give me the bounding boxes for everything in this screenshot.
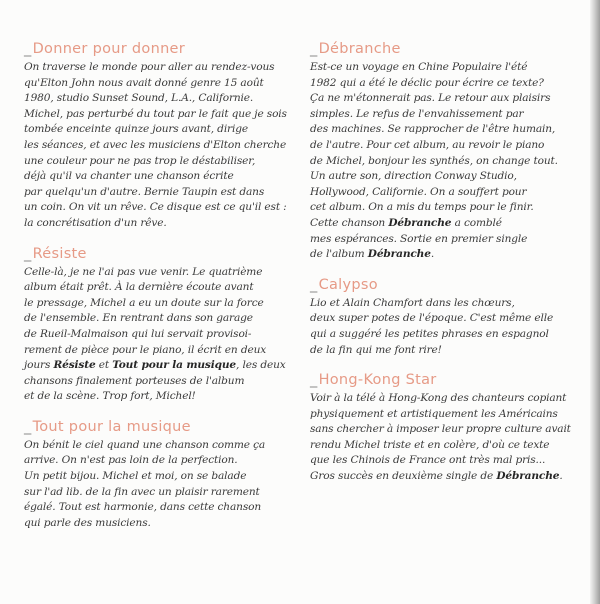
underscore-mark: _ (310, 276, 318, 293)
text-line: Voir à la télé à Hong-Kong des chanteurs copiant (310, 392, 567, 405)
page-edge-shadow (590, 0, 600, 604)
text-line: Est-ce un voyage en Chine Populaire l'été (310, 61, 528, 73)
text-line: et de la scène. Trop fort, Michel! (24, 390, 196, 403)
text-line: de l'autre. Pour cet album, au revoir le piano (310, 138, 545, 151)
text-line: Hollywood, Californie. On a souffert pour (310, 185, 527, 198)
song-title-text: Tout pour la musique (32, 418, 191, 435)
text-line: une couleur pour ne pas trop le déstabiliser, (24, 154, 256, 167)
song-title-text: Donner pour donner (32, 41, 186, 57)
text-line: Un petit bijou. Michel et moi, on se balade (24, 470, 247, 483)
text-line: On bénit le ciel quand une chanson comme ça (24, 438, 266, 451)
underscore-mark: _ (24, 418, 32, 435)
song-title-text: Calypso (318, 276, 378, 293)
text-line: de l'album Débranche. (310, 248, 435, 261)
text-line: la concrétisation d'un rêve. (24, 216, 167, 229)
text-line: cet album. On a mis du temps pour le finir. (310, 201, 534, 214)
text-line: un coin. On vit un rêve. Ce disque est ce qu'il est : (24, 201, 287, 214)
song-description (310, 60, 590, 263)
song-description (24, 60, 304, 232)
text-line: physiquement et artistiquement les Américains (310, 407, 558, 420)
text-line: rendu Michel triste et en colère, d'où ce texte (310, 438, 550, 451)
song-title-text: Hong-Kong Star (318, 372, 437, 389)
text-line: de Michel, bonjour les synthés, on change tout. (310, 154, 558, 167)
bold-song-name: Tout pour la musique (112, 359, 237, 372)
text-line: Celle-là, je ne l'ai pas vue venir. Le quatrième (24, 265, 263, 278)
song-section-tout-pour-la-musique (24, 418, 304, 532)
text-line: de l'ensemble. En rentrant dans son garage (24, 312, 253, 325)
text-line: que les Chinois de France ont très mal pris... (310, 454, 546, 467)
song-section-donner-pour-donner (24, 40, 304, 232)
left-column (24, 40, 304, 544)
song-description (310, 391, 590, 485)
text-line: 1982 qui a été le déclic pour écrire ce texte? (310, 76, 544, 89)
text-line: chansons finalement porteuses de l'album (24, 374, 245, 387)
text-line: Gros succès en deuxième single de Débranche. (310, 470, 563, 483)
text-line: Cette chanson Débranche a comblé (310, 216, 502, 229)
text-line: simples. Le refus de l'envahissement par (310, 107, 524, 120)
song-title-text: Résiste (32, 245, 87, 262)
underscore-mark: _ (24, 245, 32, 262)
underscore-mark: _ (24, 41, 32, 57)
text-line: de la fin qui me font rire! (310, 343, 442, 356)
text-line: album était prêt. À la dernière écoute avant (24, 281, 254, 294)
text-line: sur l'ad lib. de la fin avec un plaisir rarement (24, 485, 260, 498)
song-section-calypso (310, 276, 590, 358)
text-line: jours Résiste et Tout pour la musique, les deux (24, 359, 286, 372)
bold-song-name: Débranche (367, 248, 431, 261)
text-line: qui parle des musiciens. (24, 516, 151, 529)
song-title (24, 418, 304, 436)
underscore-mark: _ (310, 41, 318, 57)
right-column (310, 40, 590, 498)
song-title-text: Débranche (318, 41, 401, 57)
song-title (24, 245, 304, 263)
song-section-resiste (24, 245, 304, 405)
text-line: sans chercher à imposer leur propre culture avait (310, 423, 571, 436)
text-line: par quelqu'un d'autre. Bernie Taupin est dans (24, 185, 265, 198)
song-title (24, 40, 304, 58)
text-line: On traverse le monde pour aller au rendez-vous (24, 61, 275, 73)
text-line: Ça ne m'étonnerait pas. Le retour aux plaisirs (310, 92, 551, 105)
bold-song-name: Débranche (388, 216, 452, 229)
song-description (24, 438, 304, 532)
song-description (310, 296, 590, 358)
song-section-debranche (310, 40, 590, 263)
text-line: rement de pièce pour le piano, il écrit en deux (24, 343, 267, 356)
text-line: Lio et Alain Chamfort dans les chœurs, (310, 296, 515, 309)
song-title (310, 40, 590, 58)
text-line: Un autre son, direction Conway Studio, (310, 170, 517, 183)
song-description (24, 265, 304, 405)
song-title (310, 371, 590, 389)
text-line: Michel, pas perturbé du tout par le fait que je sois (24, 107, 287, 120)
text-line: arrive. On n'est pas loin de la perfection. (24, 454, 238, 467)
text-line: le pressage, Michel a eu un doute sur la force (24, 296, 264, 309)
text-line: mes espérances. Sortie en premier single (310, 232, 528, 245)
bold-song-name: Résiste (53, 359, 96, 372)
underscore-mark: _ (310, 372, 318, 389)
text-line: de Rueil-Malmaison qui lui servait provisoi- (24, 327, 252, 340)
bold-song-name: Débranche (496, 470, 560, 483)
text-line: tombée enceinte quinze jours avant, dirige (24, 123, 248, 136)
text-line: égalé. Tout est harmonie, dans cette chanson (24, 501, 262, 514)
text-line: déjà qu'il va chanter une chanson écrite (24, 170, 234, 183)
song-section-hong-kong-star (310, 371, 590, 485)
text-line: 1980, studio Sunset Sound, L.A., Californie. (24, 92, 254, 105)
text-line: des machines. Se rapprocher de l'être humain, (310, 123, 556, 136)
text-line: qui a suggéré les petites phrases en espagnol (310, 327, 549, 340)
text-line: deux super potes de l'époque. C'est même elle (310, 312, 554, 325)
text-line: les séances, et avec les musiciens d'Elton cherche (24, 138, 287, 151)
text-line: qu'Elton John nous avait donné genre 15 août (24, 76, 264, 89)
song-title (310, 276, 590, 294)
